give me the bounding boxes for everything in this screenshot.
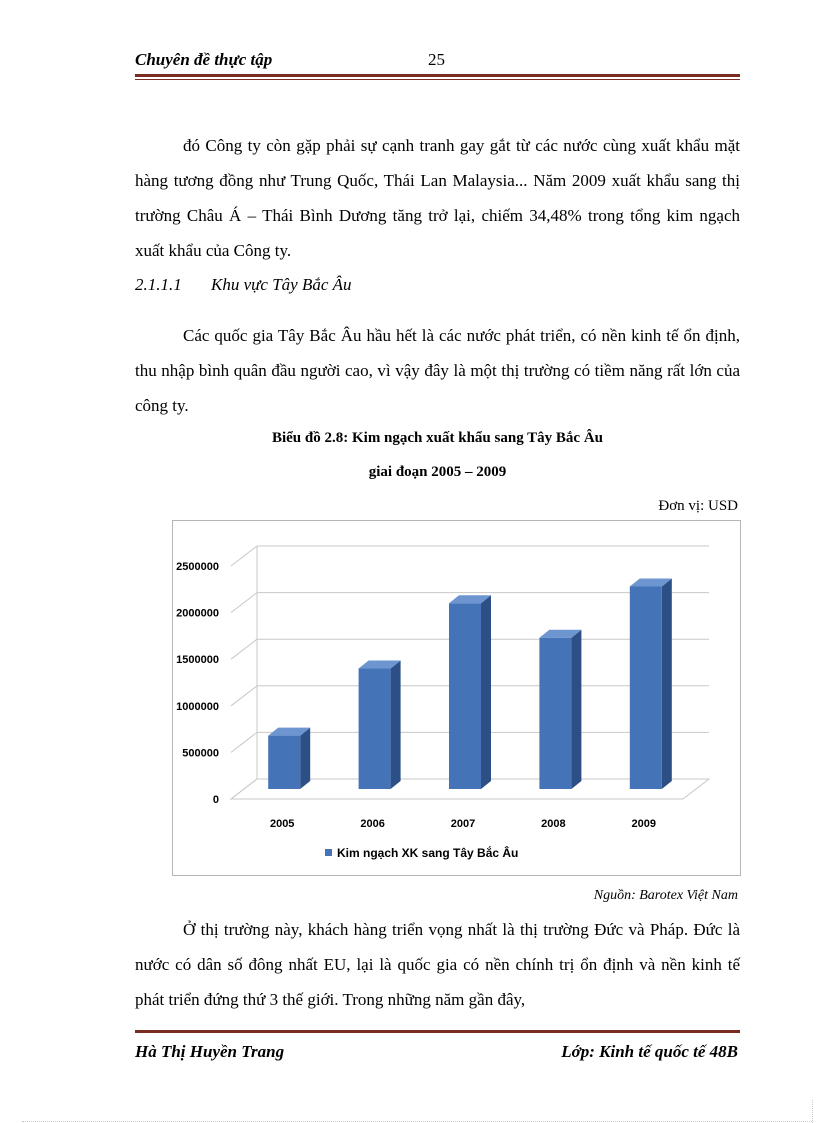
bar	[449, 603, 481, 789]
x-tick-label: 2005	[269, 818, 295, 830]
paragraph-1: đó Công ty còn gặp phải sự cạnh tranh gay gắt từ các nước cùng xuất khẩu mặt hàng tương đồng như Trung Quốc, Thái Lan Malaysia... Năm 2009 xuất khẩu sang thị trường Châu Á – Thái Bình Dương tăng trở lại, chiếm 34,48% trong tổng kim ngạch xuất khẩu của Công ty.	[135, 136, 740, 260]
figure-source: Nguồn: Barotex Việt Nam	[593, 888, 738, 903]
bar	[359, 669, 391, 789]
x-tick-label: 2007	[450, 818, 476, 830]
page-number: 25	[428, 50, 445, 69]
gridline-side	[231, 732, 257, 752]
bar-side	[300, 728, 310, 789]
figure-caption-line1: Biểu đồ 2.8: Kim ngạch xuất khẩu sang Tây Bắc Âu	[271, 430, 604, 446]
y-tick-label: 500000	[182, 747, 219, 760]
header-rule-thin	[135, 79, 740, 80]
bar-side	[391, 661, 401, 789]
gridline-side	[231, 593, 257, 613]
gridline-side	[231, 639, 257, 659]
paragraph-3: Ở thị trường này, khách hàng triển vọng nhất là thị trường Đức và Pháp. Đức là nước có dân số đông nhất EU, lại là quốc gia có nền chính trị ổn định và nền kinh tế phát triển đứng thứ 3 thế giới. Trong những năm gần đây,	[135, 920, 740, 1009]
y-tick-label: 1500000	[176, 654, 219, 667]
footer-class: Lớp: Kinh tế quốc tế 48B	[561, 1042, 738, 1061]
unit-label: Đơn vị: USD	[658, 498, 738, 514]
page-edge-dotted-vertical	[812, 1100, 813, 1123]
x-tick-label: 2009	[631, 818, 657, 830]
y-tick-label: 0	[212, 794, 219, 806]
y-tick-label: 2500000	[176, 561, 219, 573]
page-header	[135, 48, 740, 74]
bar	[268, 736, 300, 789]
bar-chart	[173, 521, 740, 875]
section-heading	[135, 275, 352, 295]
x-tick-label: 2006	[360, 818, 385, 830]
y-tick-label: 1000000	[176, 700, 219, 713]
section-title: Khu vực Tây Bắc Âu	[211, 275, 352, 294]
bar-side	[481, 595, 491, 789]
x-tick-label: 2008	[541, 818, 566, 830]
bar-side	[571, 630, 581, 789]
header-rule	[135, 74, 740, 77]
legend-label: Kim ngạch XK sang Tây Bắc Âu	[337, 846, 519, 860]
y-tick-label: 2000000	[176, 607, 219, 620]
gridline-side	[231, 546, 257, 566]
bar	[630, 587, 662, 789]
chart-container	[172, 520, 741, 876]
bar-side	[662, 579, 672, 789]
header-title: Chuyên đề thực tập	[135, 50, 273, 69]
figure-caption-line2: giai đoạn 2005 – 2009	[368, 464, 507, 480]
paragraph-2: Các quốc gia Tây Bắc Âu hầu hết là các nước phát triển, có nền kinh tế ổn định, thu nhập bình quân đầu người cao, vì vậy đây là một thị trường có tiềm năng rất lớn của công ty.	[135, 326, 740, 415]
gridline-side	[231, 686, 257, 706]
legend-swatch	[325, 849, 332, 856]
footer-rule	[135, 1030, 740, 1033]
section-number: 2.1.1.1	[135, 275, 182, 294]
footer-author: Hà Thị Huyền Trang	[135, 1042, 285, 1061]
page-edge-dotted	[22, 1121, 812, 1122]
bar	[539, 638, 571, 789]
